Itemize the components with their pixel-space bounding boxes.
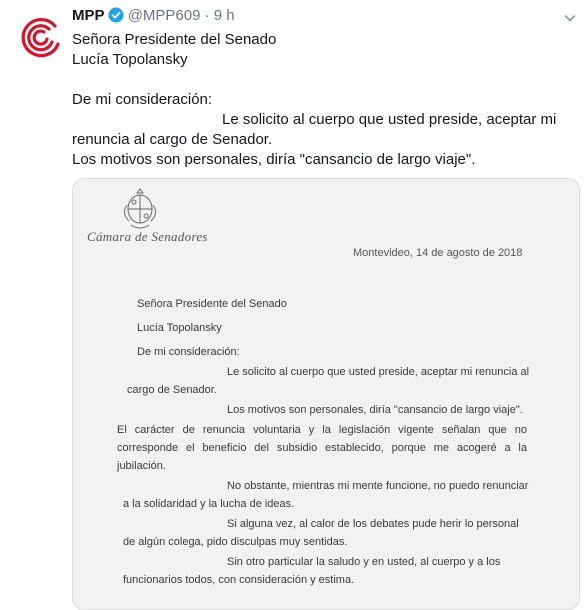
tweet-text [72, 30, 572, 170]
chevron-down-icon[interactable] [562, 10, 578, 26]
tweet-line: Señora Presidente del Senado [72, 31, 277, 48]
letter-line: jubilación. [117, 460, 166, 472]
tweet-line: Le solicito al cuerpo que usted preside, aceptar mi [72, 111, 557, 128]
author-name[interactable]: MPP [72, 7, 105, 24]
letter-image[interactable] [72, 178, 580, 610]
avatar[interactable] [18, 14, 64, 60]
letter-date: Montevideo, 14 de agosto de 2018 [353, 247, 523, 259]
letter-line: No obstante, mientras mi mente funcione, no puedo renunciar [227, 480, 529, 492]
letter-line: cargo de Senador. [127, 384, 217, 396]
coat-of-arms-icon [117, 185, 163, 233]
tweet-header [72, 6, 235, 29]
letter-line: de algún colega, pido disculpas muy sentidas. [123, 536, 348, 548]
author-handle[interactable]: @MPP609 [127, 7, 201, 24]
letterhead-title: Cámara de Senadores [87, 229, 208, 244]
letter-addressee: Señora Presidente del Senado [137, 298, 287, 310]
letter-line: Si alguna vez, al calor de los debates pude herir lo personal [227, 518, 519, 530]
separator-dot: · [204, 7, 210, 24]
tweet-time[interactable]: 9 h [213, 7, 235, 24]
letter-line: funcionarios todos, con consideración y estima. [123, 574, 355, 586]
tweet-line: renuncia al cargo de Senador. [72, 131, 273, 148]
letter-greeting: De mi consideración: [137, 346, 240, 358]
verified-badge-icon [108, 7, 124, 29]
tweet-line: De mi consideración: [72, 91, 213, 108]
letter-line: Los motivos son personales, diría "cansancio de largo viaje". [227, 404, 523, 416]
letter-line: corresponde el beneficio del subsidio establecido, porque me acogeré a la [117, 442, 527, 454]
letter-line: Sin otro particular la saludo y en usted, al cuerpo y a los [227, 556, 501, 568]
letter-person: Lucía Topolansky [137, 322, 222, 334]
letter-line: Le solicito al cuerpo que usted preside, aceptar mi renuncia al [227, 366, 530, 378]
mpp-logo-icon [18, 14, 64, 60]
tweet-line [72, 70, 572, 90]
letter-line: El carácter de renuncia voluntaria y la legislación vigente señalan que no [117, 424, 527, 436]
tweet-line: Lucía Topolansky [72, 51, 188, 68]
letter-line: a la solidaridad y la lucha de ideas. [123, 498, 295, 510]
tweet-line: Los motivos son personales, diría "cansancio de largo viaje". [72, 151, 476, 168]
